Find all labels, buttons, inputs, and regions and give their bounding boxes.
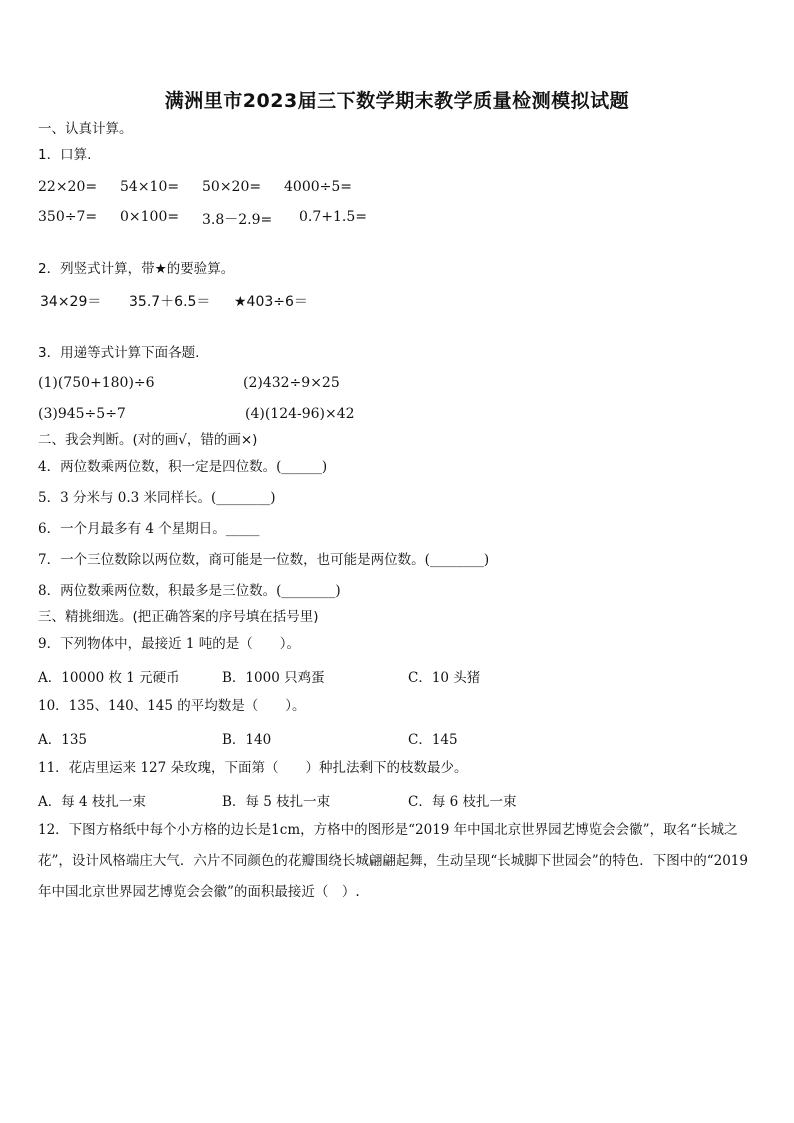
q1-row1-item: 22×20= bbox=[38, 179, 98, 195]
q11-stem: 11．花店里运来 127 朵玫瑰，下面第（ ）种扎法剩下的枝数最少。 bbox=[38, 760, 468, 776]
q1-row1-item: 50×20= bbox=[202, 179, 262, 195]
q9-option-b: B．1000 只鸡蛋 bbox=[222, 670, 325, 686]
q9-stem: 9．下列物体中，最接近 1 吨的是（ ）。 bbox=[38, 636, 301, 652]
q10-option-b: B．140 bbox=[222, 732, 272, 748]
q3-item: (4)(124-96)×42 bbox=[245, 406, 355, 422]
section3-heading: 三、精挑细选。(把正确答案的序号填在括号里) bbox=[38, 609, 319, 625]
q4: 4．两位数乘两位数，积一定是四位数。(______) bbox=[38, 459, 328, 475]
page-title: 满洲里市2023届三下数学期末教学质量检测模拟试题 bbox=[164, 90, 630, 112]
q1-row1-item: 4000÷5= bbox=[284, 179, 352, 195]
q10-stem: 10．135、140、145 的平均数是（ ）。 bbox=[38, 698, 306, 714]
section2-heading: 二、我会判断。(对的画√，错的画×) bbox=[38, 432, 258, 448]
q2-item: ★403÷6＝ bbox=[234, 294, 308, 310]
q8: 8．两位数乘两位数，积最多是三位数。(________) bbox=[38, 583, 341, 599]
q9-option-c: C．10 头猪 bbox=[408, 670, 481, 686]
q2-item: 35.7＋6.5＝ bbox=[129, 294, 211, 310]
q12-text: 12．下图方格纸中每个小方格的边长是1cm，方格中的图形是“2019 年中国北京世界园艺博览会会徽”，取名“长城之花”，设计风格端庄大气．六片不同颜色的花瓣围绕长城翩翩起舞，生动呈现“长城脚下世园会”的特色．下图中的“2019 年中国北京世界园艺博览会会徽”的面积最接近（ ）. bbox=[38, 822, 748, 900]
q2-item: 34×29＝ bbox=[40, 294, 102, 310]
q7: 7．一个三位数除以两位数，商可能是一位数，也可能是两位数。(________) bbox=[38, 552, 490, 568]
q1-row2-item: 350÷7= bbox=[38, 209, 98, 225]
q1-row2-item: 0×100= bbox=[120, 209, 180, 225]
q3-item: (1)(750+180)÷6 bbox=[38, 375, 155, 391]
q10-option-a: A．135 bbox=[38, 732, 88, 748]
q1-label: 1．口算. bbox=[38, 147, 92, 163]
section1-heading: 一、认真计算。 bbox=[38, 121, 133, 137]
q3-item: (3)945÷5÷7 bbox=[38, 406, 126, 422]
q3-label: 3．用递等式计算下面各题. bbox=[38, 345, 200, 361]
q2-label: 2．列竖式计算，带★的要验算。 bbox=[38, 261, 235, 277]
q11-option-b: B．每 5 枝扎一束 bbox=[222, 794, 331, 810]
q3-item: (2)432÷9×25 bbox=[243, 375, 340, 391]
q10-option-c: C．145 bbox=[408, 732, 458, 748]
q9-option-a: A．10000 枚 1 元硬币 bbox=[38, 670, 180, 686]
q1-row1-item: 54×10= bbox=[120, 179, 180, 195]
q5: 5．3 分米与 0.3 米同样长。(________) bbox=[38, 490, 276, 506]
q1-row2-item: 0.7+1.5= bbox=[299, 209, 367, 225]
q6: 6．一个月最多有 4 个星期日。_____ bbox=[38, 521, 260, 537]
q1-row2-item: 3.8－2.9= bbox=[202, 212, 273, 228]
q11-option-c: C．每 6 枝扎一束 bbox=[408, 794, 517, 810]
q11-option-a: A．每 4 枝扎一束 bbox=[38, 794, 146, 810]
